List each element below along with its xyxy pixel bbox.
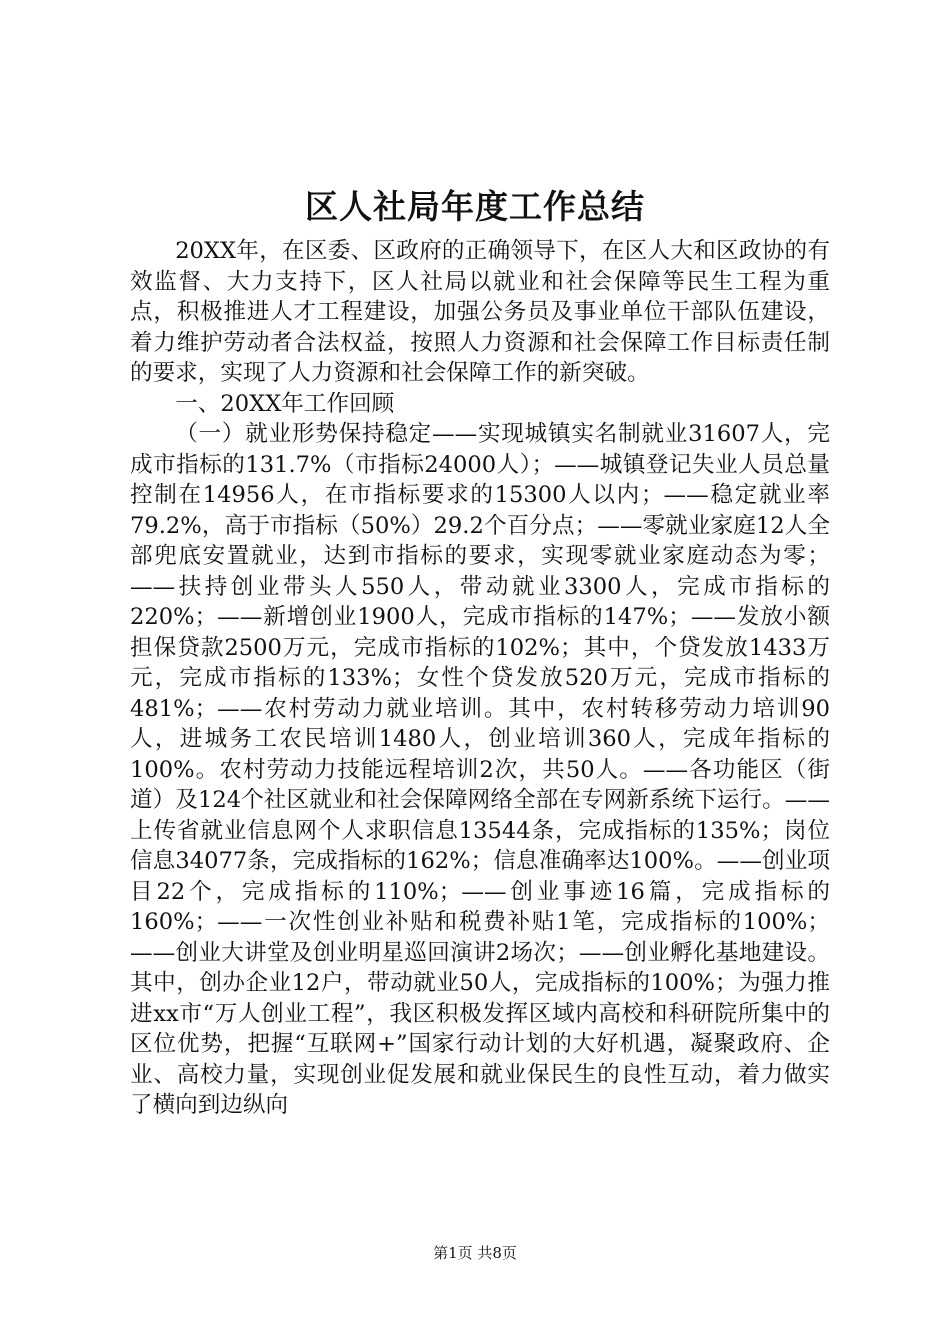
intro-paragraph: 20XX年，在区委、区政府的正确领导下，在区人大和区政协的有效监督、大力支持下，区人社局以就业和社会保障等民生工程为重点，积极推进人才工程建设，加强公务员及事业单位干部队伍建设，着力维护劳动者合法权益，按照人力资源和社会保障工作目标责任制的要求，实现了人力资源和社会保障工作的新突破。: [130, 238, 830, 386]
document-body: [130, 236, 830, 1121]
employment-paragraph: （一）就业形势保持稳定——实现城镇实名制就业31607人，完成市指标的131.7%（市指标24000人）；——城镇登记失业人员总量控制在14956人，在市指标要求的15300人以内；——稳定就业率79.2%，高于市指标（50%）29.2个百分点；——零就业家庭12人全部兜底安置就业，达到市指标的要求，实现零就业家庭动态为零；——扶持创业带头人550人，带动就业3300人，完成市指标的220%；——新增创业1900人，完成市指标的147%；——发放小额担保贷款2500万元，完成市指标的102%；其中，个贷发放1433万元，完成市指标的133%；女性个贷发放520万元，完成市指标的481%；——农村劳动力就业培训。其中，农村转移劳动力培训90人，进城务工农民培训1480人，创业培训360人，完成年指标的100%。农村劳动力技能远程培训2次，共50人。——各功能区（街道）及124个社区就业和社会保障网络全部在专网新系统下运行。——上传省就业信息网个人求职信息13544条，完成指标的135%；岗位信息34077条，完成指标的162%；信息准确率达100%。——创业项目22个，完成指标的110%；——创业事迹16篇，完成指标的160%；——一次性创业补贴和税费补贴1笔，完成指标的100%；——创业大讲堂及创业明星巡回演讲2场次；——创业孵化基地建设。其中，创办企业12户，带动就业50人，完成指标的100%；为强力推进xx市“万人创业工程”，我区积极发挥区域内高校和科研院所集中的区位优势，把握“互联网+”国家行动计划的大好机遇，凝聚政府、企业、高校力量，实现创业促发展和就业保民生的良性互动，着力做实了横向到边纵向: [130, 421, 830, 1118]
section-heading: 一、20XX年工作回顾: [175, 390, 395, 417]
page-number: 第1页 共8页: [433, 1244, 517, 1262]
document-title: 区人社局年度工作总结: [305, 187, 645, 226]
